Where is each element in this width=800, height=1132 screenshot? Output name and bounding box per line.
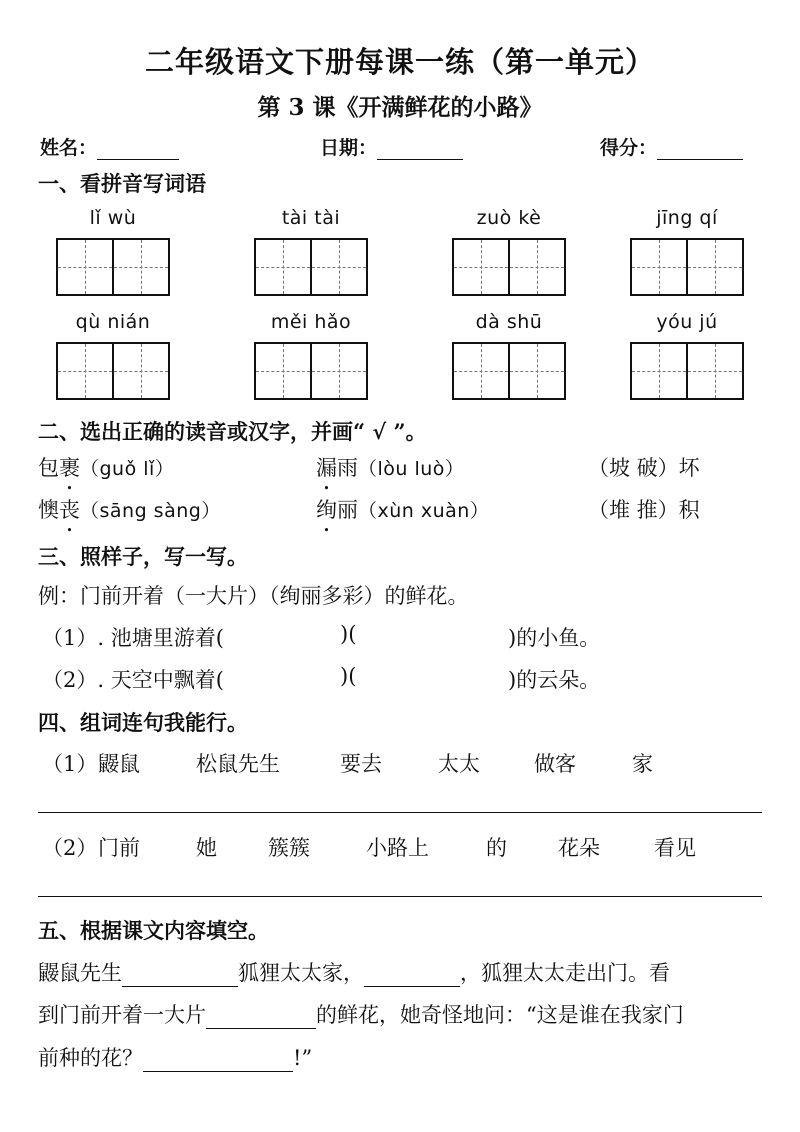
choice-item[interactable]: 包裹（guǒ lǐ）: [38, 456, 175, 480]
choice-options[interactable]: （xùn xuàn）: [358, 500, 490, 522]
choice-item[interactable]: （坡 破）坏: [588, 456, 700, 480]
grid-cell[interactable]: [312, 240, 366, 294]
answer-line[interactable]: [38, 896, 762, 897]
grid-cell[interactable]: [632, 344, 688, 398]
dotted-char: 漏: [316, 456, 337, 480]
word-tile: 门前: [98, 836, 140, 860]
writing-grid[interactable]: [452, 342, 566, 400]
grid-cell[interactable]: [688, 240, 742, 294]
section3-heading: 三、照样子，写一写。: [38, 544, 248, 569]
grid-cell[interactable]: [510, 344, 564, 398]
writing-grid[interactable]: [254, 342, 368, 400]
dotted-char: 丧: [59, 498, 80, 522]
grid-cell[interactable]: [114, 240, 168, 294]
pinyin-label: lǐ wù: [89, 207, 137, 229]
fill-item-prefix: （2）. 天空中飘着(: [42, 668, 224, 692]
grid-cell[interactable]: [58, 344, 114, 398]
dotted-char: 裹: [59, 456, 80, 480]
writing-grid[interactable]: [630, 238, 744, 296]
fill-item-suffix: )的云朵。: [508, 668, 601, 692]
score-blank[interactable]: [657, 139, 743, 160]
pinyin-label: měi hǎo: [270, 311, 352, 333]
grid-cell[interactable]: [256, 344, 312, 398]
grid-cell[interactable]: [454, 240, 510, 294]
example-sentence: 例：门前开着（一大片）（绚丽多彩）的鲜花。: [38, 584, 469, 608]
choice-options[interactable]: （sāng sàng）: [80, 500, 221, 522]
word-tile: 做客: [534, 752, 576, 776]
date-field: [320, 133, 463, 160]
writing-grid[interactable]: [452, 238, 566, 296]
word-tile: 家: [632, 752, 653, 776]
writing-grid[interactable]: [56, 238, 170, 296]
pinyin-label: tài tài: [281, 207, 341, 229]
grid-cell[interactable]: [256, 240, 312, 294]
lesson-subtitle: 第 3 课《开满鲜花的小路》: [257, 94, 543, 121]
word-tile: 的: [486, 836, 507, 860]
dotted-char: 绚: [316, 498, 337, 522]
answer-line[interactable]: [38, 812, 762, 813]
word-tile: 要去: [340, 752, 382, 776]
choice-item[interactable]: 漏雨（lòu luò）: [316, 456, 465, 480]
pinyin-label: jīng qí: [656, 207, 718, 229]
writing-grid[interactable]: [254, 238, 368, 296]
score-label: 得分：: [600, 137, 658, 159]
grid-cell[interactable]: [454, 344, 510, 398]
word-tile: 太太: [438, 752, 480, 776]
grid-cell[interactable]: [510, 240, 564, 294]
fill-item-suffix: )的小鱼。: [508, 626, 601, 650]
choice-item[interactable]: 绚丽（xùn xuàn）: [316, 498, 490, 522]
passage-line: 鼹鼠先生 狐狸太太家， ，狐狸太太走出门。看: [38, 961, 670, 985]
fill-item-mid[interactable]: )(: [340, 622, 357, 646]
grid-cell[interactable]: [688, 344, 742, 398]
item-number: （1）: [42, 752, 98, 776]
page-title: 二年级语文下册每课一练（第一单元）: [144, 45, 655, 79]
section2-heading: 二、选出正确的读音或汉字，并画“ √ ”。: [38, 419, 427, 444]
date-label: 日期：: [320, 137, 378, 159]
fill-blank[interactable]: [143, 1049, 293, 1072]
name-field: [40, 133, 179, 160]
section1-heading: 一、看拼音写词语: [38, 171, 206, 196]
writing-grid[interactable]: [630, 342, 744, 400]
word-tile: 鼹鼠: [98, 752, 140, 776]
section4-heading: 四、组词连句我能行。: [38, 710, 248, 735]
fill-blank[interactable]: [122, 964, 238, 987]
passage-line: 到门前开着一大片 的鲜花，她奇怪地问：“这是谁在我家门: [38, 1003, 684, 1027]
passage-line: 前种的花？ !”: [38, 1046, 313, 1070]
pinyin-label: qù nián: [75, 311, 151, 333]
word-tile: 她: [196, 836, 217, 860]
pinyin-label: zuò kè: [476, 207, 542, 229]
date-blank[interactable]: [377, 139, 463, 160]
pinyin-label: dà shū: [475, 311, 543, 333]
score-field: [600, 133, 743, 160]
name-label: 姓名：: [40, 137, 98, 159]
word-tile: 小路上: [366, 836, 429, 860]
fill-blank[interactable]: [364, 964, 460, 987]
word-tile: 松鼠先生: [196, 752, 280, 776]
grid-cell[interactable]: [114, 344, 168, 398]
fill-blank[interactable]: [206, 1006, 316, 1029]
item-number: （2）: [42, 836, 98, 860]
grid-cell[interactable]: [312, 344, 366, 398]
name-blank[interactable]: [97, 139, 179, 160]
choice-item[interactable]: 懊丧（sāng sàng）: [38, 498, 221, 522]
fill-item-mid[interactable]: )(: [340, 664, 357, 688]
writing-grid[interactable]: [56, 342, 170, 400]
section5-heading: 五、根据课文内容填空。: [38, 918, 269, 943]
choice-options[interactable]: （lòu luò）: [358, 458, 465, 480]
word-tile: 簇簇: [268, 836, 310, 860]
pinyin-label: yóu jú: [656, 311, 718, 333]
grid-cell[interactable]: [58, 240, 114, 294]
choice-options[interactable]: （guǒ lǐ）: [80, 458, 175, 480]
word-tile: 花朵: [558, 836, 600, 860]
fill-item-prefix: （1）. 池塘里游着(: [42, 626, 224, 650]
word-tile: 看见: [654, 836, 696, 860]
choice-item[interactable]: （堆 推）积: [588, 498, 700, 522]
grid-cell[interactable]: [632, 240, 688, 294]
